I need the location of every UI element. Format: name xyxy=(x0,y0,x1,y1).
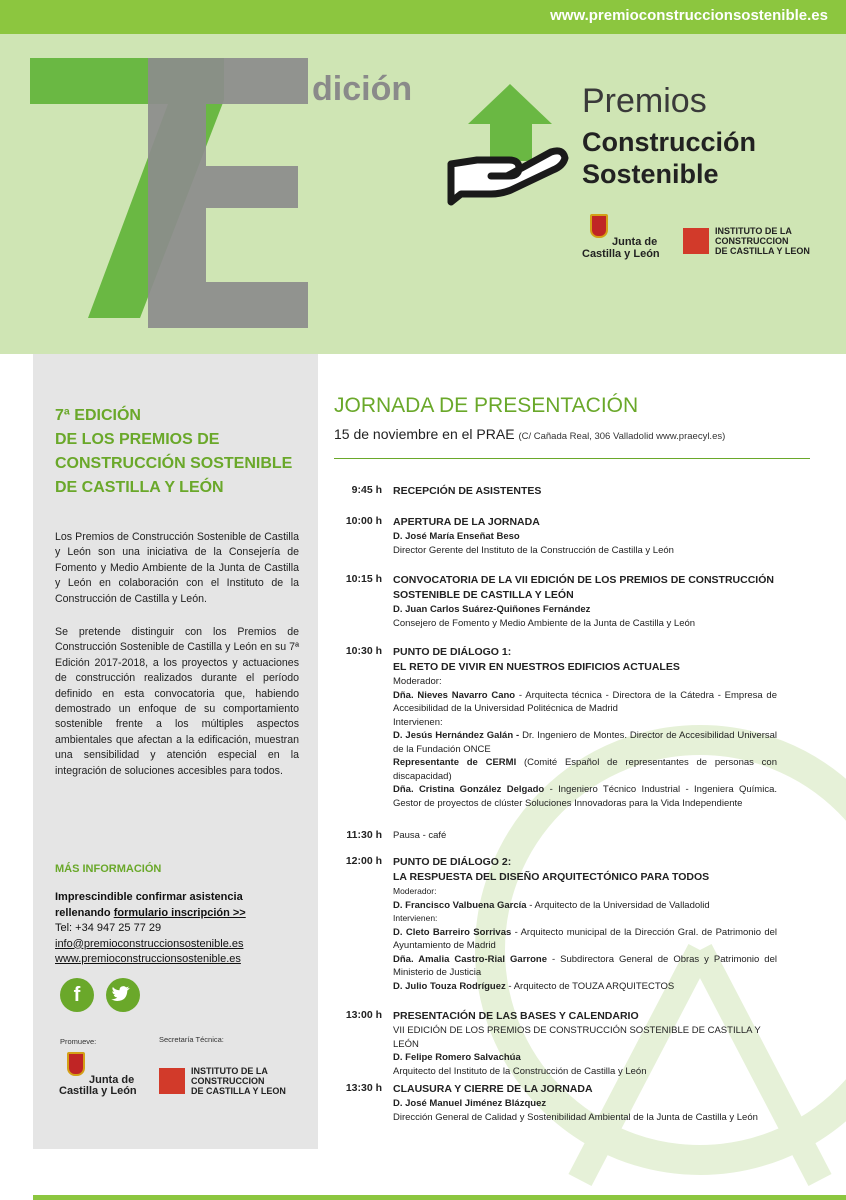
more-info-heading: MÁS INFORMACIÓN xyxy=(55,863,162,875)
panelist-role: Dr. Ingeniero de Montes. Director de Accesibilidad Universal de la Fundación ONCE xyxy=(393,730,777,755)
event-date: 15 de noviembre en el PRAE xyxy=(334,426,519,442)
item-heading: APERTURA DE LA JORNADA xyxy=(393,516,540,528)
instituto-construccion-logo-bottom xyxy=(159,1066,299,1100)
panelist-name: D. Julio Touza Rodríguez xyxy=(393,980,506,992)
panelist-name: D. Jesús Hernández Galán - xyxy=(393,730,520,741)
item-heading: CONVOCATORIA DE LA VII EDICIÓN DE LOS PREMIOS DE CONSTRUCCIÓN SOSTENIBLE DE CASTILLA Y LEÓN xyxy=(393,574,774,601)
website-link[interactable]: www.premioconstruccionsostenible.es xyxy=(550,7,828,24)
divider xyxy=(334,458,810,459)
speakers-label: Intervienen: xyxy=(393,716,443,728)
email-link[interactable]: info@premioconstruccionsostenible.es xyxy=(55,937,244,950)
panelist-role: - Arquitecto municipal de la Dirección Gral. de Patrimonio del Ayuntamiento de Madrid xyxy=(393,926,778,951)
panelist-name: Dña. Nieves Navarro Cano xyxy=(393,689,516,701)
web-link[interactable]: www.premioconstruccionsostenible.es xyxy=(55,953,241,965)
edition-title-line2: DE LOS PREMIOS DE xyxy=(55,431,220,448)
speaker-role: Consejero de Fomento y Medio Ambiente de la Junta de Castilla y León xyxy=(393,617,696,629)
speaker-name: D. José Manuel Jiménez Blázquez xyxy=(393,1098,547,1109)
event-address: (C/ Cañada Real, 306 Valladolid www.praecyl.es) xyxy=(518,431,726,442)
big-e-graphic xyxy=(148,58,308,328)
coat-of-arms-icon xyxy=(67,1052,85,1076)
junta-castilla-leon-logo xyxy=(582,214,692,264)
program-date xyxy=(334,426,725,442)
moderator-label: Moderador: xyxy=(393,676,442,687)
confirm-line2 xyxy=(55,906,246,922)
panelist xyxy=(393,980,777,994)
break-text: Pausa - café xyxy=(393,830,447,841)
phone-number: Tel: +34 947 25 77 29 xyxy=(55,922,162,934)
panelist xyxy=(393,899,777,913)
panelist-role: - Subdirectora General de Obras y Patrimonio del Ministerio de Justicia xyxy=(393,953,777,978)
item-subtitle: VII EDICIÓN DE LOS PREMIOS DE CONSTRUCCIÓN SOSTENIBLE DE CASTILLA Y LEÓN xyxy=(393,1025,761,1050)
panelist xyxy=(393,926,777,953)
item-subheading: LA RESPUESTA DEL DISEÑO ARQUITECTÓNICO PARA TODOS xyxy=(393,871,710,883)
item-heading: PUNTO DE DIÁLOGO 2: xyxy=(393,856,512,868)
icyl-text-line3: DE CASTILLA Y LEON xyxy=(191,1086,286,1096)
confirm-text: Imprescindible confirmar asistencia xyxy=(55,891,243,903)
speaker-role: Director Gerente del Instituto de la Construcción de Castilla y León xyxy=(393,544,674,556)
panelist-name: D. Francisco Valbuena García xyxy=(393,899,527,911)
icyl-square-icon xyxy=(683,228,709,254)
goal-paragraph: Se pretende distinguir con los Premios de Construcción Sostenible de Castilla y León en su 7ª Edición 2017-2018, a los proyectos y actuaciones de construcción realizados durante el período definido en esta convocatoria que, habiendo demostrado un enfoque de su comportamiento sostenible frente a los múltiples aspectos ambientales que afectan a la edificación, muestran una sensibilidad y atención especial en la integración de soluciones accesibles para todos. xyxy=(55,626,299,777)
icyl-square-icon xyxy=(159,1068,185,1094)
item-time: 13:00 h xyxy=(345,1009,382,1021)
award-name-line2: Sostenible xyxy=(582,159,719,189)
icyl-text-line1: INSTITUTO DE LA xyxy=(715,226,792,236)
item-time: 11:30 h xyxy=(346,829,382,841)
item-time: 10:30 h xyxy=(345,645,382,657)
confirm-prefix: rellenando xyxy=(55,906,114,919)
award-name xyxy=(582,126,756,190)
panelist-role: - Ingeniero Técnico Industrial - Ingeniera Química. Gestor de proyectos de clúster Soluciones Innovadoras para la Vida Independiente xyxy=(393,784,777,809)
logo-text-line1: Junta de xyxy=(612,236,658,248)
icyl-text-line2: CONSTRUCCION xyxy=(715,236,789,246)
speaker-role: Arquitecto del Instituto de la Construcción de Castilla y León xyxy=(393,1065,647,1077)
speaker-name: D. José María Enseñat Beso xyxy=(393,531,520,542)
promueve-label: Promueve: xyxy=(60,1037,97,1046)
panelist-role: - Arquitecto de la Universidad de Valladolid xyxy=(526,899,710,911)
item-time: 9:45 h xyxy=(351,484,382,496)
panelist-role: (Comité Español de representantes de personas con discapacidad) xyxy=(393,757,777,782)
speaker-name: D. Felipe Romero Salvachúa xyxy=(393,1052,521,1063)
logo-text-line2: Castilla y León xyxy=(582,248,660,260)
item-time: 12:00 h xyxy=(345,855,382,867)
logo-text-line2: Castilla y León xyxy=(59,1085,137,1097)
contact-info xyxy=(55,890,246,968)
logo-text-line1: Junta de xyxy=(89,1074,135,1086)
panelist-role: - Arquitecta técnica - Directora de la Cátedra - Empresa de Accesibilidad de la Universidad Politécnica de Madrid xyxy=(393,689,777,714)
hero-banner xyxy=(0,34,846,354)
panelist-name: D. Cleto Barreiro Sorrivas xyxy=(393,926,512,938)
item-heading: RECEPCIÓN DE ASISTENTES xyxy=(393,485,542,497)
panelist xyxy=(393,953,777,980)
twitter-bird-icon xyxy=(106,978,140,1012)
panelist-name: Dña. Cristina González Delgado xyxy=(393,784,545,795)
premios-title: Premios xyxy=(582,82,707,120)
item-heading: CLAUSURA Y CIERRE DE LA JORNADA xyxy=(393,1083,593,1095)
intro-paragraph: Los Premios de Construcción Sostenible de Castilla y León son una iniciativa de la Consejería de Fomento y Medio Ambiente de la Junta de Castilla y León en colaboración con el Instituto de la Construcción de Castilla y León. xyxy=(55,531,299,605)
award-name-line1: Construcción xyxy=(582,127,757,157)
item-time: 10:00 h xyxy=(345,515,382,527)
top-bar xyxy=(0,0,846,34)
twitter-icon[interactable] xyxy=(106,978,140,1012)
panelist-name: Representante de CERMI xyxy=(393,757,517,768)
item-heading: PRESENTACIÓN DE LAS BASES Y CALENDARIO xyxy=(393,1010,639,1022)
item-time: 13:30 h xyxy=(345,1082,382,1094)
icyl-text-line1: INSTITUTO DE LA xyxy=(191,1066,268,1076)
award-logo xyxy=(447,76,577,226)
icyl-text-line2: CONSTRUCCION xyxy=(191,1076,265,1086)
item-heading: PUNTO DE DIÁLOGO 1: xyxy=(393,646,512,658)
facebook-icon[interactable]: f xyxy=(60,978,94,1012)
moderator-label: Moderador: xyxy=(393,886,437,896)
junta-castilla-leon-logo-bottom xyxy=(59,1052,149,1098)
item-subheading: EL RETO DE VIVIR EN NUESTROS EDIFICIOS ACTUALES xyxy=(393,661,680,673)
speaker-role: Dirección General de Calidad y Sostenibilidad Ambiental de la Junta de Castilla y León xyxy=(393,1111,758,1123)
coat-of-arms-icon xyxy=(590,214,608,238)
bottom-border xyxy=(33,1195,846,1200)
panelist xyxy=(393,689,777,716)
edicion-text: dición xyxy=(312,70,413,108)
speakers-label: Intervienen: xyxy=(393,913,438,923)
instituto-construccion-logo xyxy=(683,226,813,266)
edition-title-line4: DE CASTILLA Y LEÓN xyxy=(55,479,224,496)
program-title: JORNADA DE PRESENTACIÓN xyxy=(334,394,639,417)
registration-form-link[interactable]: formulario inscripción >> xyxy=(113,906,246,919)
icyl-text-line3: DE CASTILLA Y LEON xyxy=(715,246,810,256)
edition-title-line1: 7ª EDICIÓN xyxy=(55,407,141,424)
edition-title-line3: CONSTRUCCIÓN SOSTENIBLE xyxy=(55,455,293,472)
panelist xyxy=(393,756,777,783)
panelist xyxy=(393,783,777,810)
item-time: 10:15 h xyxy=(345,573,382,585)
panelist-role: - Arquitecto de TOUZA ARQUITECTOS xyxy=(505,980,675,992)
speaker-name: D. Juan Carlos Suárez-Quiñones Fernández xyxy=(393,604,591,615)
panelist-name: Dña. Amalia Castro-Rial Garrone xyxy=(393,953,547,965)
panelist xyxy=(393,729,777,756)
edition-title xyxy=(55,404,315,500)
left-info-panel xyxy=(33,354,318,1149)
secretaria-label: Secretaría Técnica: xyxy=(159,1035,224,1044)
